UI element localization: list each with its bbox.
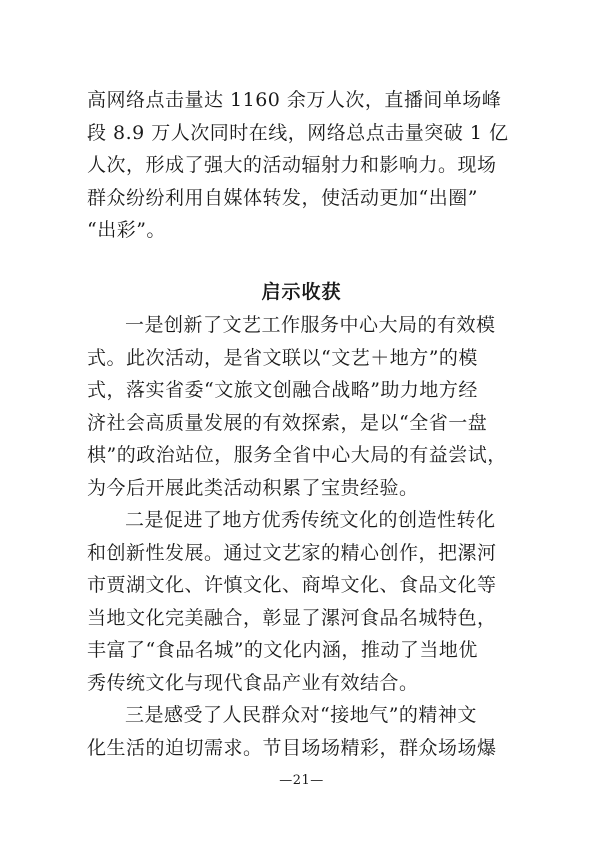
paragraph-line: 当地文化完美融合，彰显了漯河食品名城特色， — [87, 606, 497, 629]
paragraph-line: 济社会高质量发展的有效探索，是以“全省一盘 — [87, 411, 488, 434]
paragraph-line: 为今后开展此类活动积累了宝贵经验。 — [87, 476, 419, 499]
paragraph-line: 秀传统文化与现代食品产业有效结合。 — [87, 671, 419, 694]
paragraph-line: 式，落实省委“文旅文创融合战略”助力地方经 — [87, 379, 478, 401]
paragraph-experience — [87, 699, 523, 764]
intro-line: 段 8.9 万人次同时在线，网络总点击量突破 1 亿 — [87, 121, 509, 144]
intro-paragraph — [87, 84, 523, 247]
intro-line: 人次，形成了强大的活动辐射力和影响力。现场 — [87, 154, 497, 176]
paragraph-line: 丰富了“食品名城”的文化内涵，推动了当地优 — [87, 639, 478, 661]
section-heading: 启示收获 — [261, 281, 342, 303]
intro-line: 高网络点击量达 1160 余万人次，直播间单场峰 — [87, 89, 502, 111]
paragraph-line: 和创新性发展。通过文艺家的精心创作，把漯河 — [87, 541, 497, 564]
intro-line: “出彩”。 — [87, 219, 166, 241]
paragraph-line: 棋”的政治站位，服务全省中心大局的有益尝试， — [87, 444, 507, 466]
paragraph-line: 二是促进了地方优秀传统文化的创造性转化 — [125, 509, 496, 531]
paragraph-line: 式。此次活动，是省文联以“文艺＋地方”的模 — [87, 346, 478, 369]
intro-line: 群众纷纷利用自媒体转发，使活动更加“出圈” — [87, 186, 478, 209]
paragraph-line: 化生活的迫切需求。节目场场精彩，群众场场爆 — [87, 736, 497, 759]
page-number: —21— — [279, 773, 324, 788]
paragraph-line: 三是感受了人民群众对“接地气”的精神文 — [125, 704, 477, 726]
paragraph-line: 一是创新了文艺工作服务中心大局的有效模 — [125, 314, 496, 336]
paragraph-promotion — [87, 504, 523, 699]
paragraph-line: 市贾湖文化、许慎文化、商埠文化、食品文化等 — [87, 574, 497, 596]
paragraph-innovation — [87, 309, 523, 504]
